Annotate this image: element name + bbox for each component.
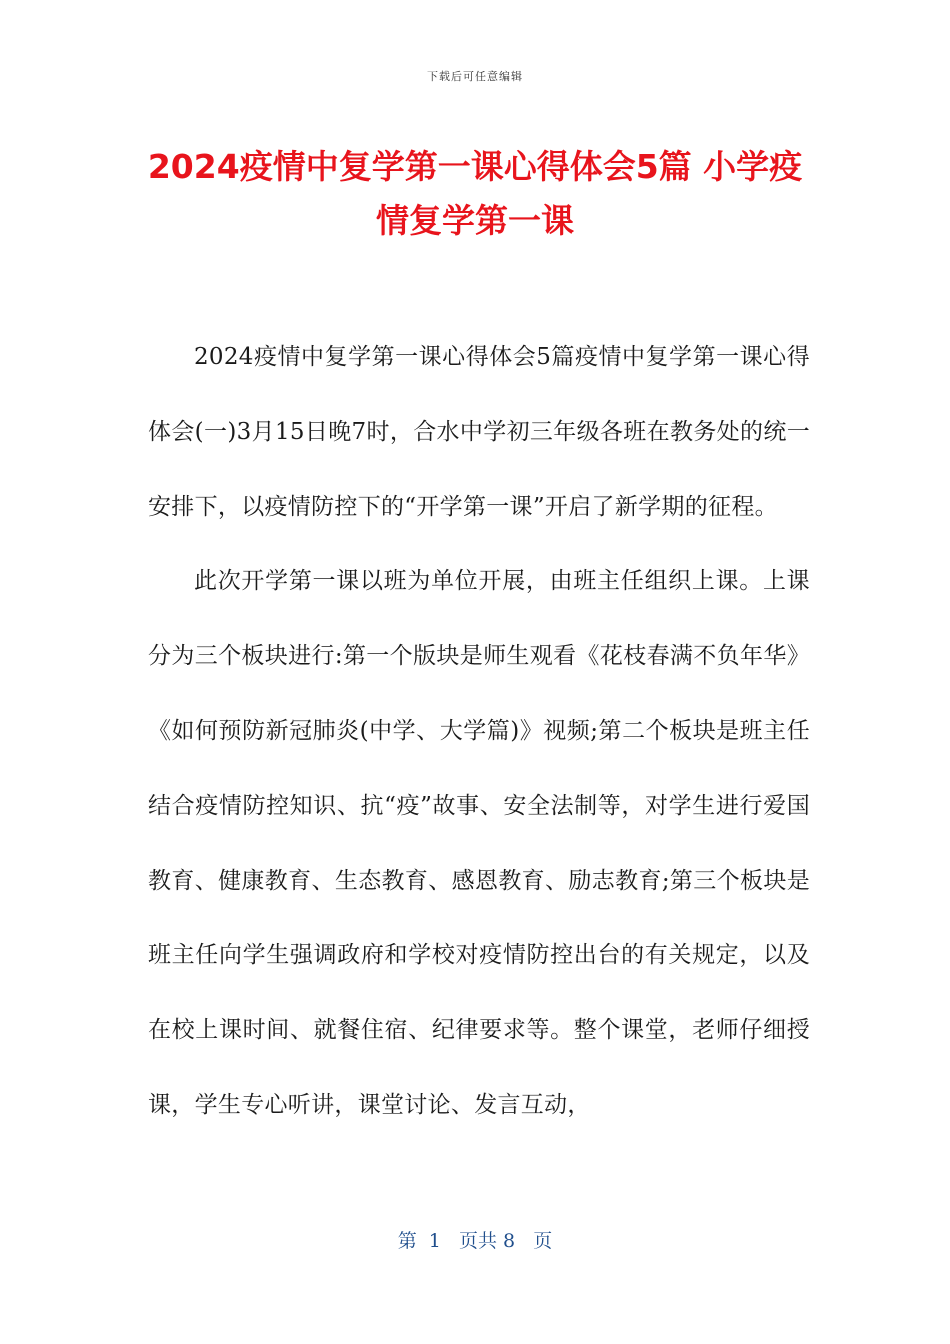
body-paragraph-1: 2024疫情中复学第一课心得体会5篇疫情中复学第一课心得体会(一)3月15日晚7时，合水中学初三年级各班在教务处的统一安排下，以疫情防控下的“开学第一课”开启了新学期的征程。 [148,344,810,520]
header-note: 下载后可任意编辑 [427,70,523,83]
document-body [148,320,810,1143]
body-paragraph-2: 此次开学第一课以班为单位开展，由班主任组织上课。上课分为三个板块进行:第一个版块是师生观看《花枝春满不负年华》《如何预防新冠肺炎(中学、大学篇)》视频;第二个板块是班主任结合疫情防控知识、抗“疫”故事、安全法制等，对学生进行爱国教育、健康教育、生态教育、感恩教育、励志教育;第三个板块是班主任向学生强调政府和学校对疫情防控出台的有关规定，以及在校上课时间、就餐住宿、纪律要求等。整个课堂，老师仔细授课，学生专心听讲，课堂讨论、发言互动， [148,568,810,1118]
page-number-footer: 第 1 页共 8 页 [397,1230,553,1252]
document-title: 2024疫情中复学第一课心得体会5篇 小学疫情复学第一课 [147,147,803,240]
